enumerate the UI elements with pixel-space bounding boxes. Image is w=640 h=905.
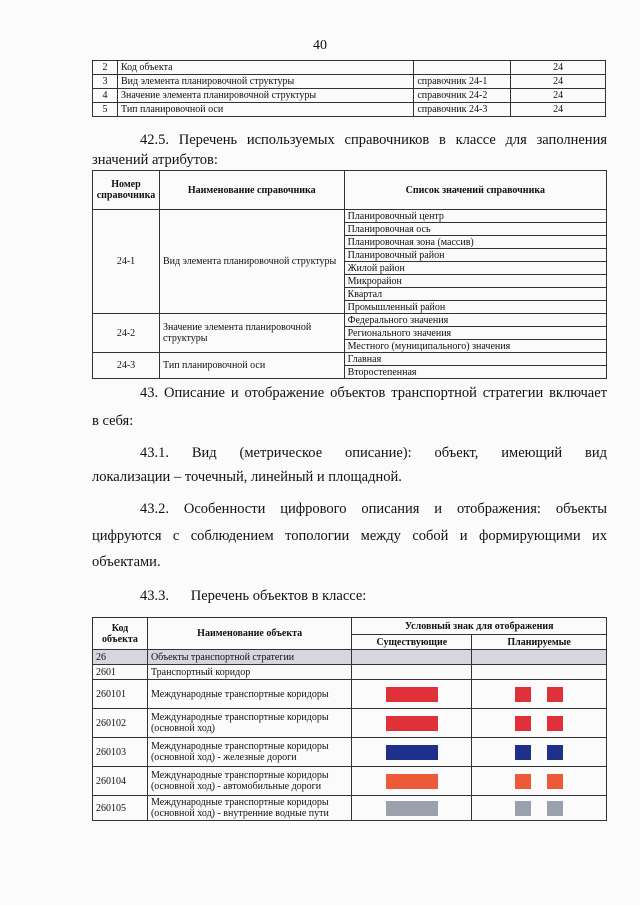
table-row xyxy=(93,314,607,327)
reference-table xyxy=(92,170,607,379)
planned-symbol-cell xyxy=(472,650,607,665)
planned-symbol-left xyxy=(515,774,531,789)
existing-symbol xyxy=(386,774,438,789)
planned-symbol-left xyxy=(515,716,531,731)
existing-symbol-cell xyxy=(352,680,472,709)
planned-symbol-left xyxy=(515,801,531,816)
header-ref-number: Номер справочника xyxy=(93,171,160,210)
section-43-line2: в себя: xyxy=(92,413,134,429)
table-row xyxy=(93,210,607,223)
row-number: 3 xyxy=(93,75,118,89)
planned-symbol-right xyxy=(547,801,563,816)
attribute-length: 24 xyxy=(511,103,606,117)
table-row xyxy=(93,650,607,665)
ref-value: Микрорайон xyxy=(344,275,606,288)
existing-symbol-cell xyxy=(352,738,472,767)
ref-number: 24-2 xyxy=(93,314,160,353)
ref-name: Тип планировочной оси xyxy=(159,353,344,379)
row-number: 2 xyxy=(93,61,118,75)
table-row xyxy=(93,61,606,75)
table-row xyxy=(93,103,606,117)
planned-symbol-right xyxy=(547,687,563,702)
planned-symbol-left xyxy=(515,687,531,702)
section-42-5-line2: значений атрибутов: xyxy=(92,152,218,168)
attribute-name: Тип планировочной оси xyxy=(117,103,413,117)
header-symbol: Условный знак для отображения xyxy=(352,618,607,635)
ref-number: 24-1 xyxy=(93,210,160,314)
ref-value: Планировочная зона (массив) xyxy=(344,236,606,249)
attribute-name: Код объекта xyxy=(117,61,413,75)
attributes-table xyxy=(92,60,606,117)
table-row xyxy=(93,665,607,680)
existing-symbol-cell xyxy=(352,665,472,680)
header-ref-values: Список значений справочника xyxy=(344,171,606,210)
object-code: 260105 xyxy=(93,796,148,821)
ref-name: Значение элемента планировочной структуры xyxy=(159,314,344,353)
planned-symbol-right xyxy=(547,745,563,760)
header-existing: Существующие xyxy=(352,635,472,650)
object-code: 260102 xyxy=(93,709,148,738)
ref-value: Планировочный район xyxy=(344,249,606,262)
planned-symbol-cell xyxy=(472,738,607,767)
attribute-length: 24 xyxy=(511,89,606,103)
existing-symbol xyxy=(386,801,438,816)
section-43-1-line2: локализации – точечный, линейный и площадной. xyxy=(92,469,402,485)
section-43-3: 43.3. Перечень объектов в классе: xyxy=(140,588,367,604)
ref-name: Вид элемента планировочной структуры xyxy=(159,210,344,314)
table-row xyxy=(93,680,607,709)
table-row xyxy=(93,738,607,767)
existing-symbol-cell xyxy=(352,767,472,796)
attribute-name: Вид элемента планировочной структуры xyxy=(117,75,413,89)
attribute-reference xyxy=(414,61,511,75)
row-number: 5 xyxy=(93,103,118,117)
planned-symbol-right xyxy=(547,716,563,731)
ref-value: Промышленный район xyxy=(344,301,606,314)
ref-value: Квартал xyxy=(344,288,606,301)
object-code: 260104 xyxy=(93,767,148,796)
object-code: 26 xyxy=(93,650,148,665)
objects-table xyxy=(92,617,607,821)
section-43-1-line1: 43.1. Вид (метрическое описание): объект, имеющий вид xyxy=(140,445,607,461)
attribute-reference: справочник 24-3 xyxy=(414,103,511,117)
ref-number: 24-3 xyxy=(93,353,160,379)
header-planned: Планируемые xyxy=(472,635,607,650)
attribute-length: 24 xyxy=(511,61,606,75)
ref-value: Федерального значения xyxy=(344,314,606,327)
attribute-reference: справочник 24-2 xyxy=(414,89,511,103)
header-object-code: Код объекта xyxy=(93,618,148,650)
page-number: 40 xyxy=(313,38,327,53)
object-name: Транспортный коридор xyxy=(147,665,351,680)
planned-symbol-cell xyxy=(472,665,607,680)
object-code: 260103 xyxy=(93,738,148,767)
existing-symbol-cell xyxy=(352,709,472,738)
table-row xyxy=(93,767,607,796)
object-name: Международные транспортные коридоры (основной ход) xyxy=(147,709,351,738)
existing-symbol-cell xyxy=(352,796,472,821)
table-row xyxy=(93,709,607,738)
planned-symbol-cell xyxy=(472,709,607,738)
section-43-2-line1: 43.2. Особенности цифрового описания и отображения: объекты xyxy=(140,501,607,517)
header-ref-name: Наименование справочника xyxy=(159,171,344,210)
object-name: Международные транспортные коридоры (основной ход) - железные дороги xyxy=(147,738,351,767)
header-object-name: Наименование объекта xyxy=(147,618,351,650)
attribute-length: 24 xyxy=(511,75,606,89)
ref-value: Главная xyxy=(344,353,606,366)
planned-symbol-cell xyxy=(472,767,607,796)
section-43-2-line2: цифруются с соблюдением топологии между собой и формирующими их xyxy=(92,528,607,544)
table-row xyxy=(93,89,606,103)
row-number: 4 xyxy=(93,89,118,103)
object-code: 2601 xyxy=(93,665,148,680)
object-code: 260101 xyxy=(93,680,148,709)
ref-value: Жилой район xyxy=(344,262,606,275)
ref-value: Планировочный центр xyxy=(344,210,606,223)
existing-symbol xyxy=(386,716,438,731)
section-43-line1: 43. Описание и отображение объектов транспортной стратегии включает xyxy=(140,385,607,401)
planned-symbol-cell xyxy=(472,796,607,821)
object-name: Международные транспортные коридоры (основной ход) - автомобильные дороги xyxy=(147,767,351,796)
table-row xyxy=(93,796,607,821)
existing-symbol xyxy=(386,745,438,760)
planned-symbol-left xyxy=(515,745,531,760)
object-name: Объекты транспортной стратегии xyxy=(147,650,351,665)
ref-value: Второстепенная xyxy=(344,366,606,379)
existing-symbol xyxy=(386,687,438,702)
table-row xyxy=(93,353,607,366)
object-name: Международные транспортные коридоры xyxy=(147,680,351,709)
object-name: Международные транспортные коридоры (основной ход) - внутренние водные пути xyxy=(147,796,351,821)
table-row xyxy=(93,75,606,89)
ref-value: Регионального значения xyxy=(344,327,606,340)
planned-symbol-right xyxy=(547,774,563,789)
planned-symbol-cell xyxy=(472,680,607,709)
ref-value: Планировочная ось xyxy=(344,223,606,236)
ref-value: Местного (муниципального) значения xyxy=(344,340,606,353)
existing-symbol-cell xyxy=(352,650,472,665)
attribute-name: Значение элемента планировочной структуры xyxy=(117,89,413,103)
attribute-reference: справочник 24-1 xyxy=(414,75,511,89)
section-42-5-line1: 42.5. Перечень используемых справочников в классе для заполнения xyxy=(140,132,607,148)
section-43-2-line3: объектами. xyxy=(92,554,161,570)
